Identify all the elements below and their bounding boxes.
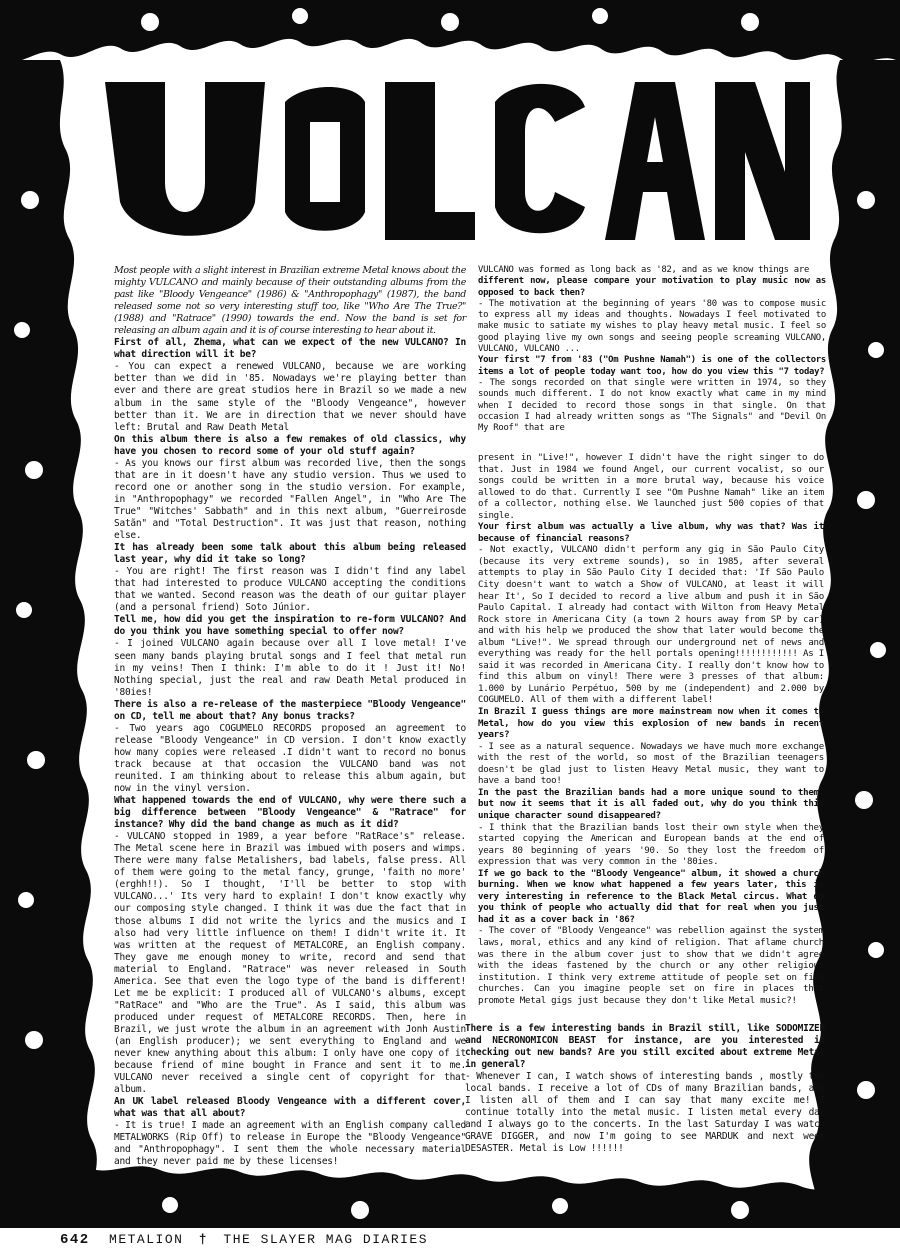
answer: - I think that the Brazilian bands lost their own style when they started copying the American and European bands at the end of years 80 beginning of years '90. So they lost the freedom of expression that was very common in the '80ies. (478, 822, 824, 868)
footer-right-text: THE SLAYER MAG DIARIES (223, 1232, 429, 1247)
question: An UK label released Bloody Vengeance with a different cover, what was that all about? (114, 1096, 466, 1120)
page-footer (60, 1232, 428, 1248)
question: There is a few interesting bands in Brazil still, like SODOMIZER and NECRONOMICON BEAST for instance, are you interested in checking out new bands? Are you still excited about extreme Metal in general? (465, 1023, 825, 1071)
question: On this album there is also a few remakes of old classics, why have you chosen to record some of your old stuff again? (114, 433, 466, 457)
question: If we go back to the "Bloody Vengeance" album, it showed a church burning. When we know what happened a few years later, this is very interesting in reference to the Black Metal circus. What do you think of people who actually did that for real when you just had it as a cover back in '86? (478, 868, 824, 925)
right-column-bottom (465, 1023, 825, 1156)
left-column (114, 265, 466, 1169)
question: There is also a re-release of the masterpiece "Bloody Vengeance" on CD, tell me about that? Any bonus tracks? (114, 698, 466, 722)
right-column-top (478, 265, 826, 434)
answer: - You are right! The first reason was I didn't find any label that had interested to produce VULCANO accepting the conditions that we wanted. Second reason was the death of our guitar player (and a personal friend) Soto Júnior. (114, 566, 466, 614)
question: Your first album was actually a live album, why was that? Was it because of financial reasons? (478, 522, 824, 544)
answer: - You can expect a renewed VULCANO, because we are working better than we did in '85. Nowadays we're playing better than ever and there are great studios here in Brazil so we made a new album in the same style of the "Bloody Vengeance", however better than it. We are in direction that we never should have left: Brutal and Raw Death Metal (114, 361, 466, 433)
question: It has already been some talk about this album being released last year, why did it take so long? (114, 542, 466, 566)
answer: - It is true! I made an agreement with an English company called METALWORKS (Rip Off) to release in Europe the "Bloody Vengeance" and "Anthropophagy". I sent them the whole necessary material and they never paid me by these licenses! (114, 1120, 466, 1168)
question: different now, please compare your motivation to play music now as opposed to back then? (478, 276, 826, 298)
question: In the past the Brazilian bands had a more unique sound to them, but now it seems that it is all faded out, why do you think this unique character sound disappeared? (478, 787, 824, 821)
answer: - Not exactly, VULCANO didn't perform any gig in São Paulo City (because its very extreme sounds), so in 1985, after several attempts to play in São Paulo City I decided that: 'If São Paulo City doesn't want to watch a Show of VULCANO, at least it will hear It', So I decided to record a live album and push it in São Paulo Capital. I already had contact with Wilton from Heavy Metal Rock store in Americana City (a town 2 hours away from SP by car) and with his help we produced the show that later would become the album "Live!". We spread through our underground net of news and everything was ready for the hell portals opening!!!!!!!!!!!! As I said it was recorded in Americana City. I really don't know how to find this album on vinyl! There were 3 presses of that album: 1.000 by Lunário Perpétuo, 500 by me (independent) and 2.000 by COGUMELO. All of them with a different label! (478, 545, 824, 706)
answer: - As you knows our first album was recorded live, then the songs that are in it doesn't have any studio version. Thus we used to record one or another song in the studio version. For example, in "Anthropophagy" we recorded "Fallen Angel", in "Who Are The True" "Witches' Sabbath" and in this next album, "Guerreirosde Satãn" and "Total Destruction". It was just that reason, nothing else. (114, 457, 466, 542)
right-column-middle (478, 453, 824, 1007)
question: Tell me, how did you get the inspiration to re-form VULCANO? And do you think you have something special to offer now? (114, 614, 466, 638)
answer: - VULCANO stopped in 1989, a year before "RatRace's" release. The Metal scene here in Brazil was imbued with posers and wimps. There were many false Metalishers, bad labels, false press. All of them were going to the metal fancy, grunge, 'faith no more' (erghh!!). So I thought, 'I'll be better to stop with VULCANO...' Its very hard to explain! I don't know exactly why our composing style changed. I think it was due the fact that in those albums I did not write the lyrics and the musics and I also had very little influence on them! I didn't write it. It was written at the request of METALCORE, an English company. They gave me enough money to write, record and send that material to England. "Ratrace" was never released in South America. See that even the logo type of the band is different! Let me be explicit: I produced all of VULCANO's albums, except "RatRace" and "Who are the True". As I said, this album was produced under request of METALCORE RECORDS. Then, here in Brazil, we just wrote the album in an agreement with Jonh Austin (an English producer); we sent everything to England and we never knew anything about this album: I only have one copy of it because friend of mine bought in France and sent it to me. VULCANO never received a single cent of copyright for that album. (114, 831, 466, 1096)
answer: - I see as a natural sequence. Nowadays we have much more exchange with the rest of the world, so most of the Brazilian teenagers doesn't be glad just to listen Heavy Metal music, they want to have a band too! (478, 741, 824, 787)
page-number: 642 (60, 1232, 90, 1248)
question: First of all, Zhema, what can we expect of the new VULCANO? In what direction will it be? (114, 337, 466, 361)
answer: - The songs recorded on that single were written in 1974, so they sounds much different. I do not know exactly what came in my mind when I decided to record those songs in that single. On that occasion I had already written songs as "The Signals" and "Devil On My Roof" that are (478, 377, 826, 434)
footer-left-text: METALION (109, 1232, 184, 1247)
answer: - The cover of "Bloody Vengeance" was rebellion against the system laws, moral, ethics and any kind of religion. That aflame church was there in the album cover just to show that we didn't agree with the ideas fastened by the church or any other religious institution. I think very extreme attitude of people set on fire churches. Can you imagine people set on fire in places that promote Metal gigs just because they don't like Metal music?! (478, 926, 824, 1006)
question: Your first "7 from '83 ("Om Pushne Namah") is one of the collectors items a lot of people today want too, how do you view this "7 today? (478, 355, 826, 377)
answer: - The motivation at the beginning of years '80 was to compose music to express all my ideas and thoughts. Nowadays I feel motivated to make music to satiate my wishes to play heavy metal music. I feel so good playing live my own songs and seeing people screaming VULCANO, VULCANO, VULCANO ... (478, 298, 826, 355)
answer: present in "Live!", however I didn't have the right singer to do that. Just in 1984 we found Angel, our current vocalist, so our songs could be written in a more brutal way, because his voice allowed to do that. Currently I see "Om Pushne Namah" like an item of a collector, nothing else. We launched just 500 copies of that single. (478, 453, 824, 521)
inverted-cross-icon: † (198, 1232, 209, 1247)
question: What happened towards the end of VULCANO, why were there such a big difference between "Bloody Vengeance" & "Ratrace" for instance? Why did the band change as much as it did? (114, 795, 466, 831)
band-logo (95, 62, 815, 252)
answer: - Two years ago COGUMELO RECORDS proposed an agreement to release "Bloody Vengeance" in CD version. I don't know exactly how many copies were released .I didn't want to record no bonus track because at that occasion the VULCANO band was not reunited. I am thinking about to release this album again, but now in the vinyl version. (114, 722, 466, 795)
intro-paragraph: Most people with a slight interest in Brazilian extreme Metal knows about the mighty VULCANO and mainly because of their outstanding albums from the past like "Bloody Vengeance" (1986) & "Anthropophagy" (1987), the band released some not so very interesting stuff too, like "Who Are The True?" (1988) and "Ratrace" (1990) towards the end. Now the band is set for releasing an album again and it is of course interesting to hear about it. (114, 265, 466, 337)
answer: - Whenever I can, I watch shows of interesting bands , mostly the local bands. I receive a lot of CDs of many Brazilian bands, and I listen all of them and I can say that many excite me! I continue totally into the metal music. I listen metal every day and I always go to the concerts. In the last Saturday I was watch GRAVE DIGGER, and now I'm going to see MARDUK and next week DESASTER. Metal is Low !!!!!! (465, 1071, 825, 1155)
question: In Brazil I guess things are more mainstream now when it comes to Metal, how do you view this explosion of new bands in recent years? (478, 707, 824, 741)
answer: - I joined VULCANO again because over all I love metal! I've seen many bands playing brutal songs and I feel that metal run in my veins! Then I think: I'm able to do it ! Just it! No! Nothing special, just the real and raw Death Metal produced in '80ies! (114, 638, 466, 698)
answer: VULCANO was formed as long back as '82, and as we know things are (478, 265, 810, 275)
